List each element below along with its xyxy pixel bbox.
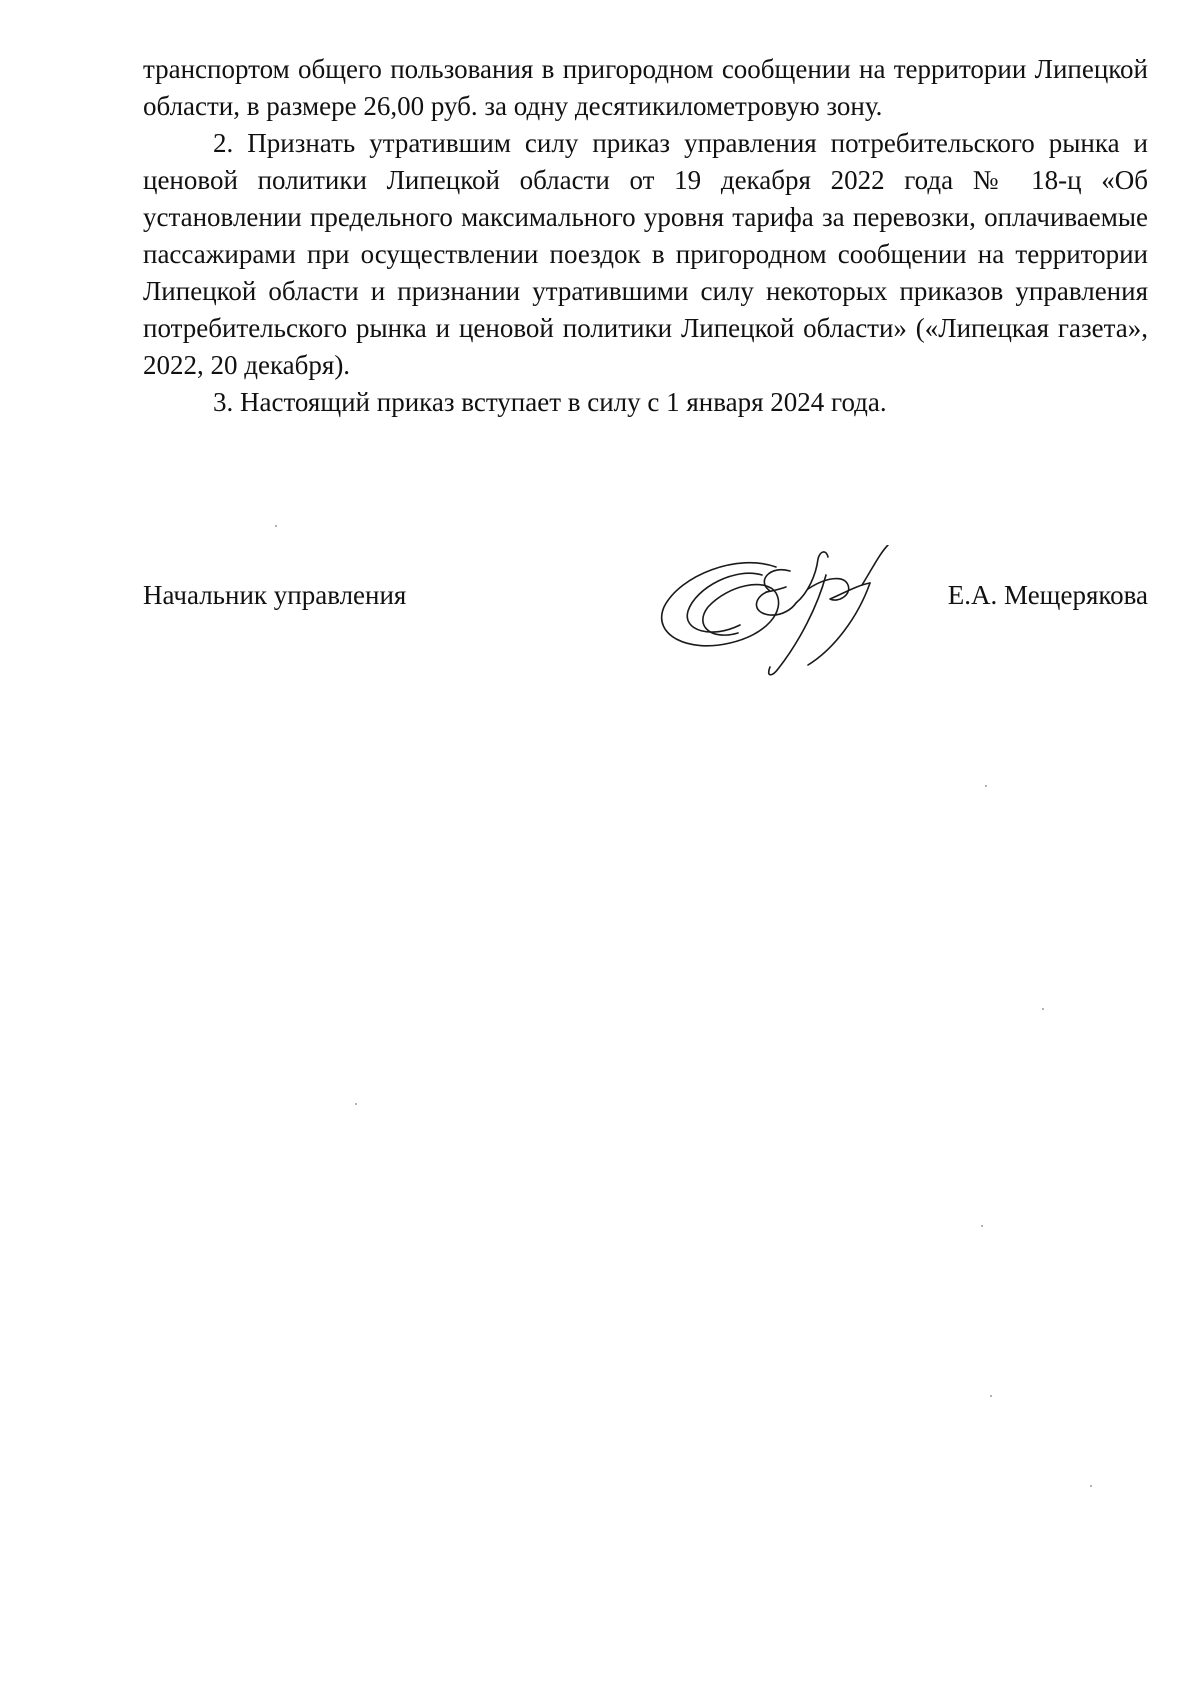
scan-speck: [355, 1103, 357, 1105]
scan-speck: [1042, 1008, 1044, 1010]
signer-name: Е.А. Мещерякова: [947, 580, 1148, 610]
handwritten-signature: [658, 545, 918, 680]
scan-speck: [1090, 1485, 1092, 1487]
paragraph-item-3: 3. Настоящий приказ вступает в силу с 1 января 2024 года.: [213, 387, 887, 417]
scan-speck: [985, 785, 987, 787]
paragraph-continuation: транспортом общего пользования в пригородном сообщении на территории Липецкой области, в размере 26,00 руб. за одну десятикилометровую зону.: [143, 54, 1148, 121]
scan-speck: [275, 525, 277, 527]
scan-speck: [990, 1395, 992, 1397]
paragraph-item-2: 2. Признать утратившим силу приказ управления потребительского рынка и ценовой политики Липецкой области от 19 декабря 2022 года № 18-ц «Об установлении предельного максимального уровня тарифа за перевозки, оплачиваемые пассажирами при осуществлении поездок в пригородном сообщении на территории Липецкой области и признании утратившими силу некоторых приказов управления потребительского рынка и ценовой политики Липецкой области» («Липецкая газета», 2022, 20 декабря).: [143, 128, 1148, 380]
scan-speck: [981, 1225, 983, 1227]
signer-position: Начальник управления: [143, 580, 407, 610]
